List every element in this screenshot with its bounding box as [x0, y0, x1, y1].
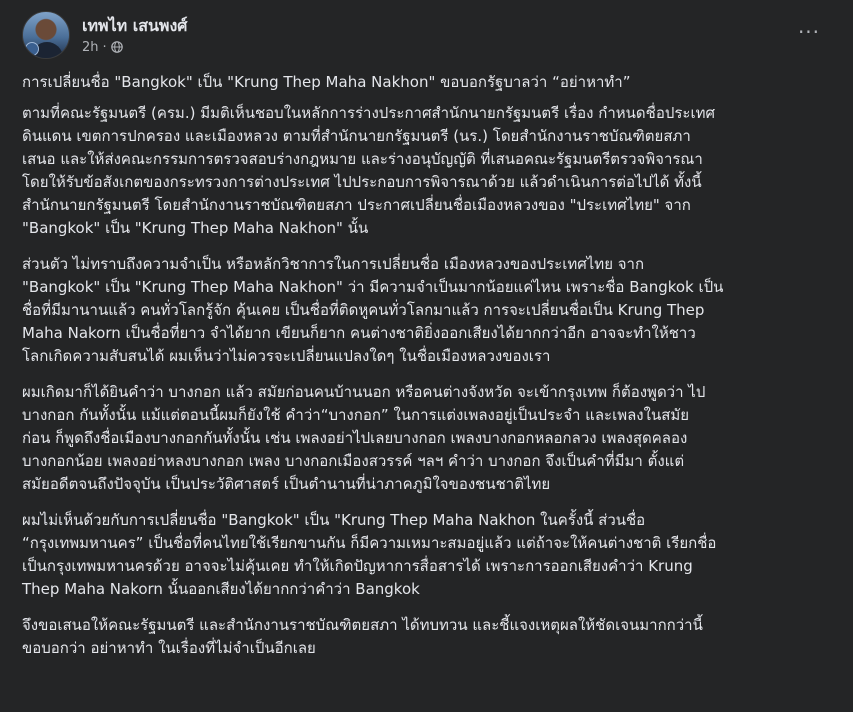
post-paragraph: ผมไม่เห็นด้วยกับการเปลี่ยนชื่อ "Bangkok" เป็น "Krung Thep Maha Nakhon ในครั้งนี้ ส่วนชื่อ “กรุงเทพมหานคร” เป็นชื่อที่คนไทยใช้เรียกขานกัน ก็มีความเหมาะสมอยู่แล้ว แต่ถ้าจะให้คนต่างชาติ เรียกชื่อ เป็นกรุงเทพมหานครด้วย อาจจะไม่คุ้นเคย ทำให้เกิดปัญหาการสื่อสารได้ เพราะการออกเสียงคำว่า Krung Thep Maha Nakorn นั้นออกเสียงได้ยากกว่าคำว่า Bangkok — [22, 511, 717, 598]
post-paragraph: จึงขอเสนอให้คณะรัฐมนตรี และสำนักงานราชบัณฑิตยสภา ได้ทบทวน และชี้แจงเหตุผลให้ชัดเจนมากกว่านี้ ขอบอกว่า อย่าหาทำ ในเรื่องที่ไม่จำเป็นอีกเลย — [22, 616, 703, 657]
post-time-row — [82, 40, 187, 55]
author-name[interactable]: เทพไท เสนพงศ์ — [82, 15, 188, 35]
author-avatar[interactable] — [22, 11, 70, 59]
post-timestamp[interactable]: 2h — [82, 39, 99, 55]
post-header — [22, 10, 187, 60]
post-content — [22, 71, 834, 673]
post-paragraph: ตามที่คณะรัฐมนตรี (ครม.) มีมติเห็นชอบในหลักการร่างประกาศสำนักนายกรัฐมนตรี เรื่อง กำหนดชื่อประเทศ ดินแดน เขตการปกครอง และเมืองหลวง ตามที่สำนักนายกรัฐมนตรี (นร.) โดยสำนักงานราชบัณฑิตยสภา เสนอ และให้ส่งคณะกรรมการตรวจสอบร่างกฎหมาย และร่างอนุบัญญัติ ที่เสนอคณะรัฐมนตรีตรวจพิจารณา โดยให้รับข้อสังเกตของกระทรวงการต่างประเทศ ไปประกอบการพิจารณาด้วย แล้วดำเนินการต่อไปได้ ทั้งนี้ สำนักนายกรัฐมนตรี โดยสำนักงานราชบัณฑิตยสภา ประกาศเปลี่ยนชื่อเมืองหลวงของ "ประเทศไทย" จาก "Bangkok" เป็น "Krung Thep Maha Nakhon" นั้น — [22, 104, 716, 237]
more-options-icon[interactable]: ··· — [797, 20, 821, 44]
post-paragraph: ผมเกิดมาก็ได้ยินคำว่า บางกอก แล้ว สมัยก่อนคนบ้านนอก หรือคนต่างจังหวัด จะเข้ากรุงเทพ ก็ต้องพูดว่า ไป บางกอก กันทั้งนั้น แม้แต่ตอนนี้ผมก็ยังใช้ คำว่า“บางกอก” ในการแต่งเพลงอยู่เป็นประจำ และเพลงในสมัย ก่อน ก็พูดถึงชื่อเมืองบางกอกกันทั้งนั้น เช่น เพลงอย่าไปเลยบางกอก เพลงบางกอกหลอกลวง เพลงสุดคลอง บางกอกน้อย เพลงอย่าหลงบางกอก เพลง บางกอกเมืองสวรรค์ ฯลฯ คำว่า บางกอก จึงเป็นคำที่มีมา ตั้งแต่ สมัยอดีตจนถึงปัจจุบัน เป็นประวัติศาสตร์ เป็นตำนานที่น่าภาคภูมิใจของชนชาติไทย — [22, 383, 706, 493]
avatar-badge-icon — [25, 42, 39, 56]
separator-dot: · — [102, 39, 107, 55]
post-paragraph-headline: การเปลี่ยนชื่อ "Bangkok" เป็น "Krung Thep Maha Nakhon" ขอบอกรัฐบาลว่า “อย่าหาทำ” — [22, 73, 631, 91]
post-paragraph: ส่วนตัว ไม่ทราบถึงความจำเป็น หรือหลักวิชาการในการเปลี่ยนชื่อ เมืองหลวงของประเทศไทย จาก "Bangkok" เป็น "Krung Thep Maha Nakhon" ว่า มีความจำเป็นมากน้อยแค่ไหน เพราะชื่อ Bangkok เป็น ชื่อที่มีมานานแล้ว คนทั่วโลกรู้จัก คุ้นเคย เป็นชื่อที่ติดหูคนทั่วโลกมาแล้ว การจะเปลี่ยนชื่อเป็น Krung Thep Maha Nakorn เป็นชื่อที่ยาว จำได้ยาก เขียนก็ยาก คนต่างชาติยิ่งออกเสียงได้ยากกว่าอีก อาจจะทำให้ชาว โลกเกิดความสับสนได้ ผมเห็นว่าไม่ควรจะเปลี่ยนแปลงใดๆ ในชื่อเมืองหลวงของเรา — [22, 255, 724, 365]
post-meta — [82, 16, 187, 55]
globe-icon[interactable] — [111, 41, 123, 53]
